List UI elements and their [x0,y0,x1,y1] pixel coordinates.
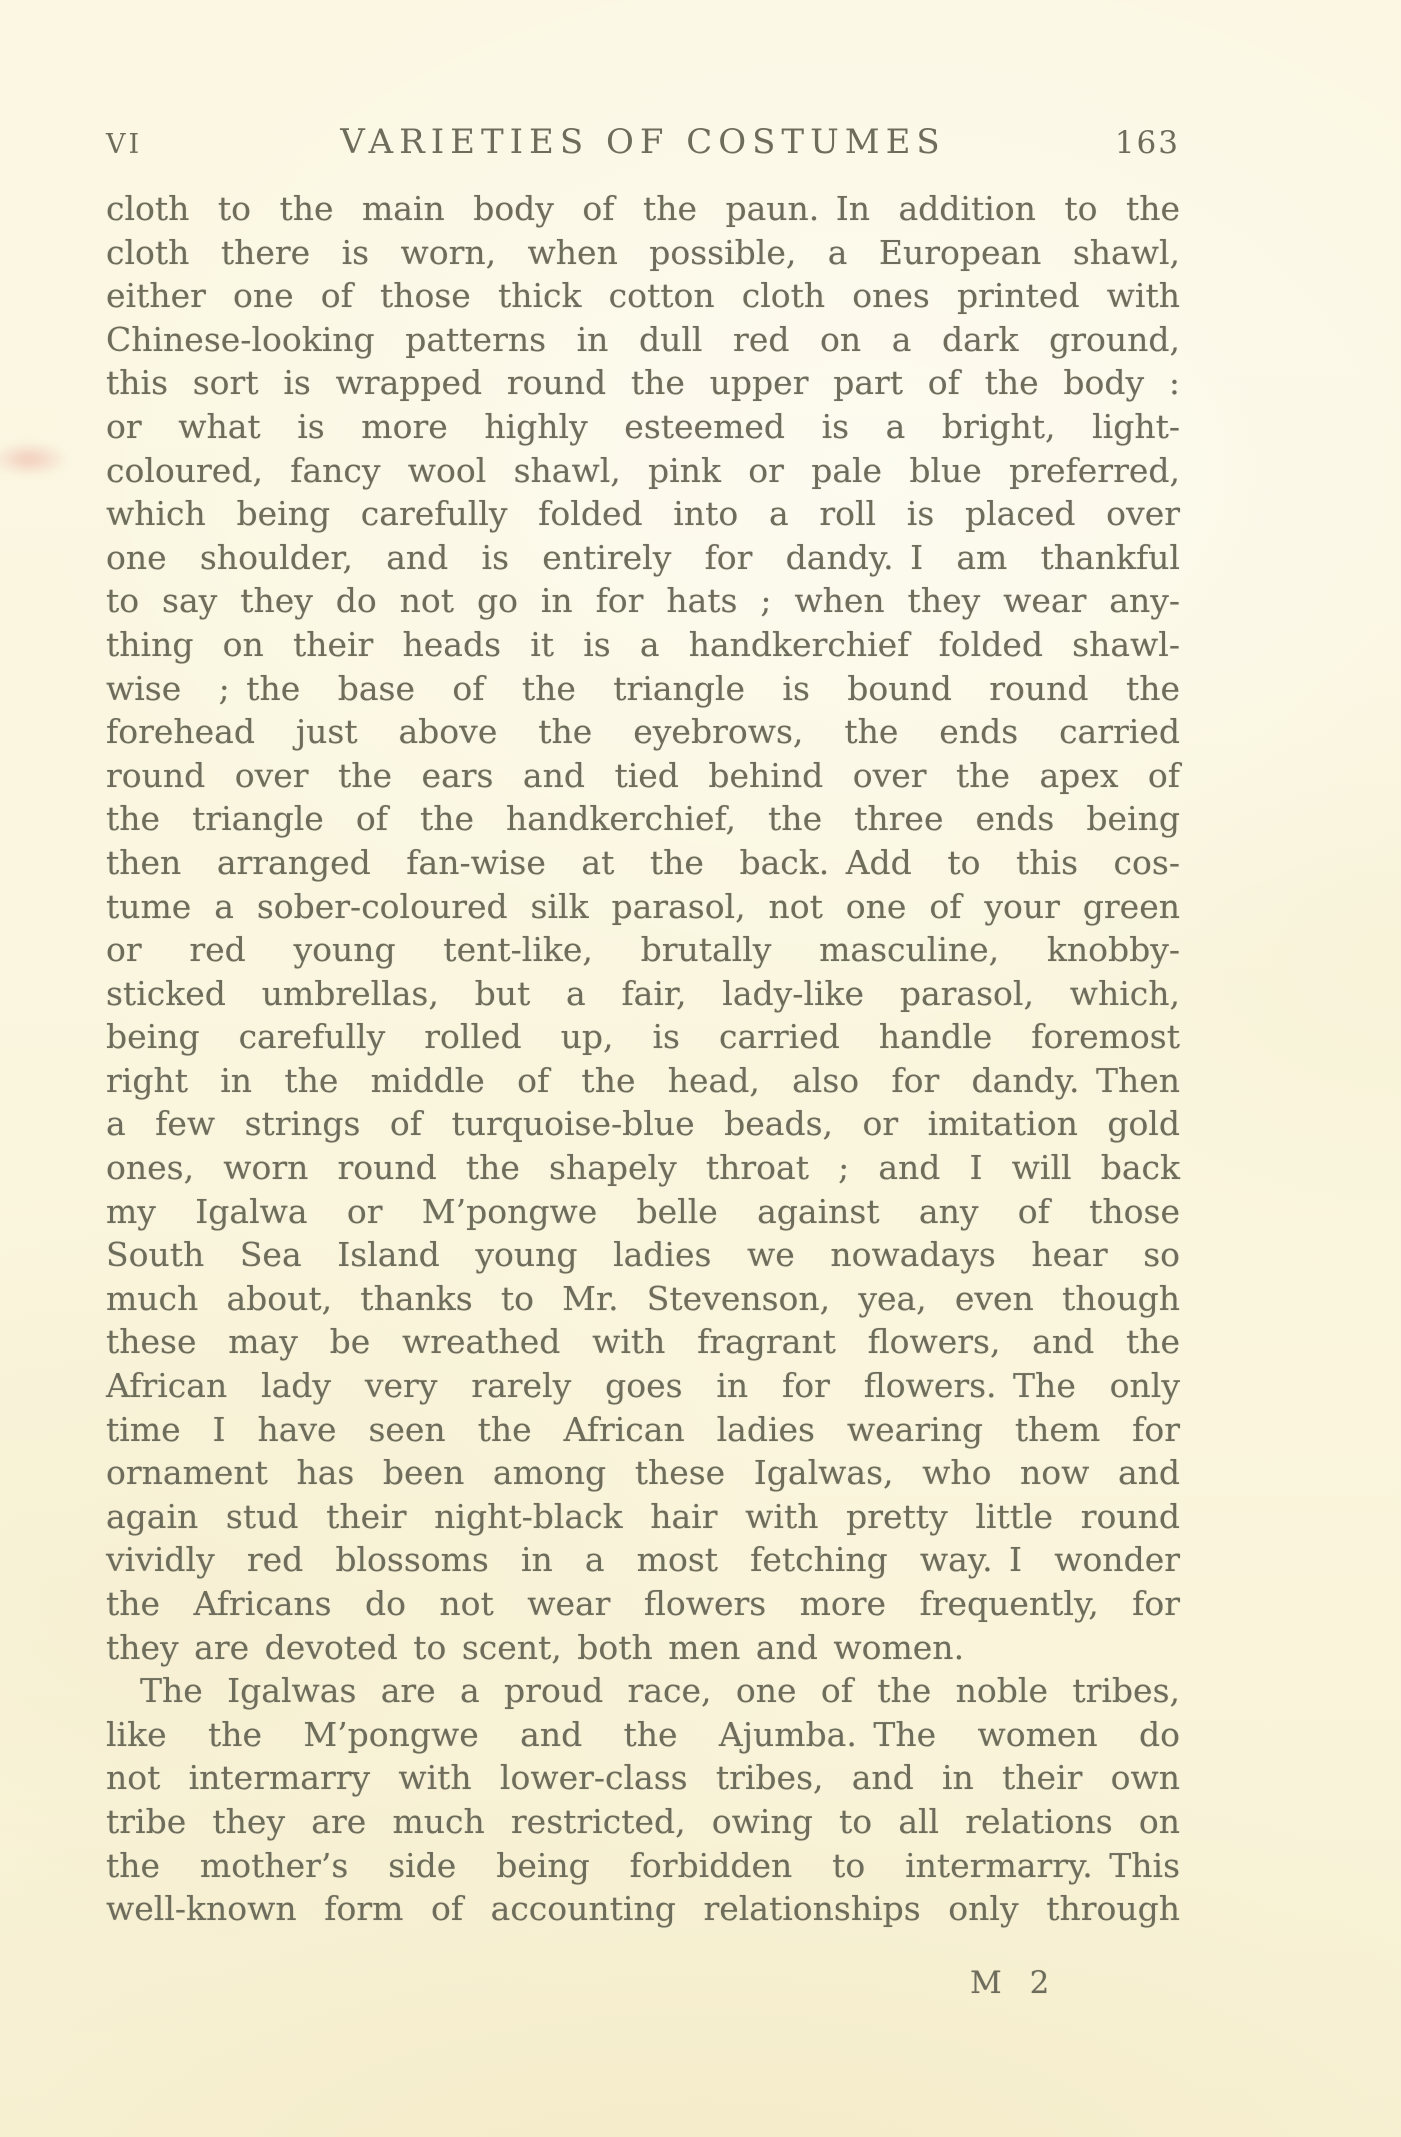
text-line: The Igalwas are a proud race, one of the noble tribes, [140,1671,1180,1711]
page-number: 163 [1114,125,1180,161]
text-line: or red young tent-like, brutally masculine, knobby- [106,930,1180,970]
text-line: vividly red blossoms in a most fetching way. I wonder [106,1540,1180,1580]
text-line: South Sea Island young ladies we nowadays hear so [106,1235,1180,1275]
page-content [106,122,1180,2001]
body-text [106,187,1180,1931]
text-line: tribe they are much restricted, owing to all relations on [106,1801,1180,1841]
text-line: Chinese-looking patterns in dull red on a dark ground, [106,319,1180,359]
text-line: one shoulder, and is entirely for dandy. I am thankful [106,537,1180,577]
text-line: either one of those thick cotton cloth ones printed with [106,276,1180,316]
text-line: then arranged fan-wise at the back. Add to this cos- [106,842,1180,882]
text-line: not intermarry with lower-class tribes, and in their own [106,1758,1180,1798]
page-header [106,122,1180,165]
text-line: the Africans do not wear flowers more frequently, for [106,1584,1180,1623]
text-line: African lady very rarely goes in for flowers. The only [106,1366,1180,1406]
text-line: being carefully rolled up, is carried handle foremost [106,1017,1180,1057]
text-line: coloured, fancy wool shawl, pink or pale blue preferred, [106,450,1180,490]
text-line: cloth to the main body of the paun. In addition to the [106,189,1180,228]
text-line: again stud their night-black hair with pretty little round [106,1496,1180,1536]
text-line: these may be wreathed with fragrant flowers, and the [106,1322,1180,1362]
text-line: time I have seen the African ladies wearing them for [106,1409,1180,1449]
chapter-number: VI [106,129,143,160]
text-line: ornament has been among these Igalwas, who now and [106,1453,1180,1493]
text-line: well-known form of accounting relationships only through [106,1889,1180,1929]
text-line: thing on their heads it is a handkerchief folded shawl- [106,624,1180,664]
text-line: ones, worn round the shapely throat ; and I will back [106,1148,1180,1188]
text-line: tume a sober-coloured silk parasol, not one of your green [106,886,1180,926]
text-line: the mother’s side being forbidden to intermarry. This [106,1845,1180,1885]
signature-mark: M 2 [970,1964,1051,2001]
text-line: much about, thanks to Mr. Stevenson, yea, even though [106,1278,1180,1318]
text-line: like the M’pongwe and the Ajumba. The women do [106,1714,1180,1754]
text-line: a few strings of turquoise-blue beads, or imitation gold [106,1104,1180,1144]
page-footer [106,1965,1180,2001]
text-line: or what is more highly esteemed is a bright, light- [106,406,1180,446]
text-line: cloth there is worn, when possible, a European shawl, [106,232,1180,272]
text-line: wise ; the base of the triangle is bound round the [106,668,1180,708]
text-line: round over the ears and tied behind over the apex of [106,755,1180,795]
text-line: which being carefully folded into a roll is placed over [106,494,1180,534]
text-line: my Igalwa or M’pongwe belle against any of those [106,1191,1180,1231]
pink-scan-smudge [0,442,68,476]
text-line: to say they do not go in for hats ; when they wear any- [106,581,1180,621]
text-line: the triangle of the handkerchief, the three ends being [106,799,1180,839]
running-title: VARIETIES OF COSTUMES [340,122,946,162]
text-line: sticked umbrellas, but a fair, lady-like parasol, which, [106,973,1180,1013]
text-line: right in the middle of the head, also for dandy. Then [106,1060,1180,1100]
text-line: forehead just above the eyebrows, the ends carried [106,712,1180,752]
text-line: they are devoted to scent, both men and women. [106,1627,965,1667]
text-line: this sort is wrapped round the upper part of the body : [106,363,1180,403]
